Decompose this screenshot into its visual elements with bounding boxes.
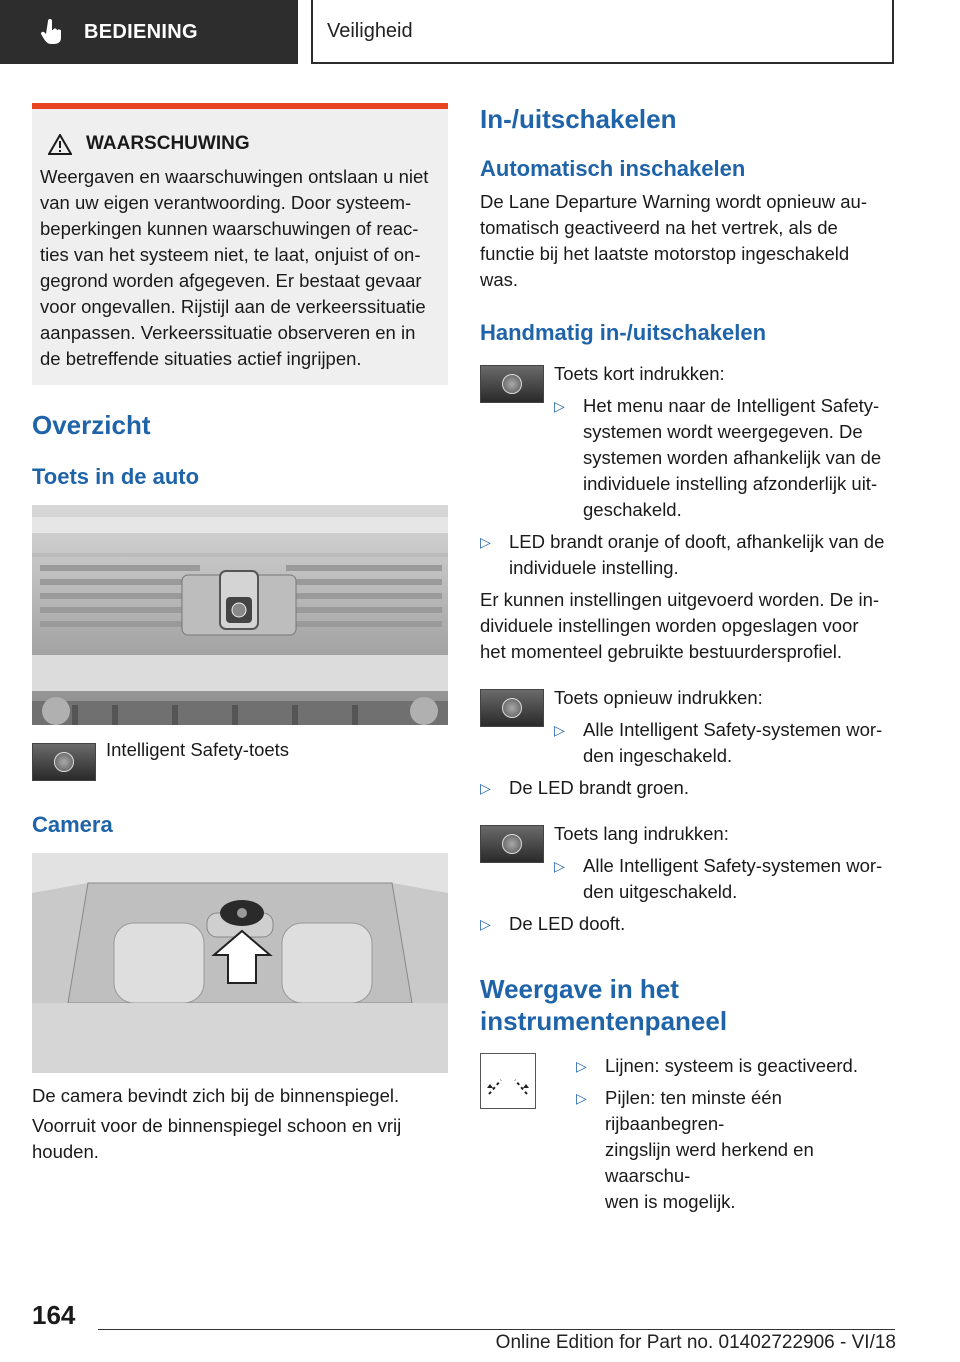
long-press-text: Toets lang indrukken: <box>554 823 729 844</box>
dashboard-photo <box>32 505 448 725</box>
bullet-triangle-icon: ▷ <box>554 858 565 874</box>
auto-heading: Automatisch inschakelen <box>480 156 746 181</box>
bullet-triangle-icon: ▷ <box>480 780 491 796</box>
camera-heading: Camera <box>32 812 113 837</box>
camera-photo <box>32 853 448 1073</box>
safety-button-icon <box>480 365 544 403</box>
list-item: ▷ LED brandt oranje of dooft, afhankelijk van de individuele instelling. <box>480 531 885 578</box>
bullet-triangle-icon: ▷ <box>480 534 491 550</box>
section-label: BEDIENING <box>84 20 198 43</box>
list-item: ▷ Lijnen: systeem is geactiveerd. <box>576 1053 896 1079</box>
manual-heading: Handmatig in-/uitschakelen <box>480 320 767 345</box>
footer-divider <box>98 1329 895 1330</box>
warning-text: Weergaven en waarschuwingen ontslaan u niet van uw eigen verantwoording. Door systeem- beperkingen kunnen waarschuwingen of reac- ties van het systeem niet, te laat, onjuist of on- gegrond worden afgegeven. Er bestaat gevaar voor ongevallen. Rijstijl aan de verkeerssituatie aanpassen. Verkeerssituatie observeren en in de betreffende situaties actief ingrijpen. <box>40 166 429 369</box>
short-press-text: Toets kort indrukken: <box>554 363 725 384</box>
bullet-triangle-icon: ▷ <box>576 1090 587 1106</box>
list-item: ▷ Het menu naar de Intelligent Safety- systemen wordt weergegeven. De systemen worden afhankelijk van de individuele instelling afzonderlijk uit- geschakeld. <box>554 395 882 520</box>
weergave-heading: Weergave in het instrumentenpaneel <box>480 974 728 1036</box>
lane-lines-icon <box>480 1053 536 1109</box>
safety-button-icon <box>480 825 544 863</box>
list-item: ▷ Pijlen: ten minste één rijbaanbegren- zingslijn werd herkend en waarschu- wen is mogelijk. <box>576 1087 814 1212</box>
warning-triangle-icon <box>48 134 72 155</box>
settings-text: Er kunnen instellingen uitgevoerd worden. De in- dividuele instellingen worden opgeslagen voor het momenteel gebruikte bestuurdersprofiel. <box>480 589 880 662</box>
bullet-triangle-icon: ▷ <box>480 916 491 932</box>
auto-text: De Lane Departure Warning wordt opnieuw au- tomatisch geactiveerd na het vertrek, als de functie bij het laatste motorstop ingeschakeld was. <box>480 191 868 290</box>
safety-button-icon <box>480 689 544 727</box>
chapter-header <box>311 0 894 64</box>
chapter-label: Veiligheid <box>327 19 413 42</box>
right-column <box>480 103 896 1215</box>
bullet-triangle-icon: ▷ <box>554 722 565 738</box>
list-item: ▷ De LED brandt groen. <box>480 775 896 801</box>
key-caption: Intelligent Safety-toets <box>106 739 290 760</box>
left-column <box>32 103 448 1165</box>
list-item: ▷ De LED dooft. <box>480 911 896 937</box>
inuit-heading: In-/uitschakelen <box>480 104 677 134</box>
bullet-triangle-icon: ▷ <box>554 398 565 414</box>
warning-title: WAARSCHUWING <box>86 133 250 154</box>
edition-text: Online Edition for Part no. 01402722906 - VI/18 <box>495 1332 896 1353</box>
bullet-triangle-icon: ▷ <box>576 1058 587 1074</box>
again-press-text: Toets opnieuw indrukken: <box>554 687 763 708</box>
safety-button-icon <box>32 743 96 781</box>
page-number: 164 <box>32 1300 76 1330</box>
camera-text-2: Voorruit voor de binnenspiegel schoon en vrij houden. <box>32 1115 402 1162</box>
section-tab <box>0 0 298 64</box>
toets-heading: Toets in de auto <box>32 464 200 489</box>
camera-text-1: De camera bevindt zich bij de binnenspiegel. <box>32 1085 400 1106</box>
warning-box <box>32 103 448 385</box>
list-item: ▷ Alle Intelligent Safety-systemen wor- den ingeschakeld. <box>554 719 883 766</box>
list-item: ▷ Alle Intelligent Safety-systemen wor- den uitgeschakeld. <box>554 855 883 902</box>
overzicht-heading: Overzicht <box>32 410 151 440</box>
hand-pointer-icon <box>40 19 64 45</box>
